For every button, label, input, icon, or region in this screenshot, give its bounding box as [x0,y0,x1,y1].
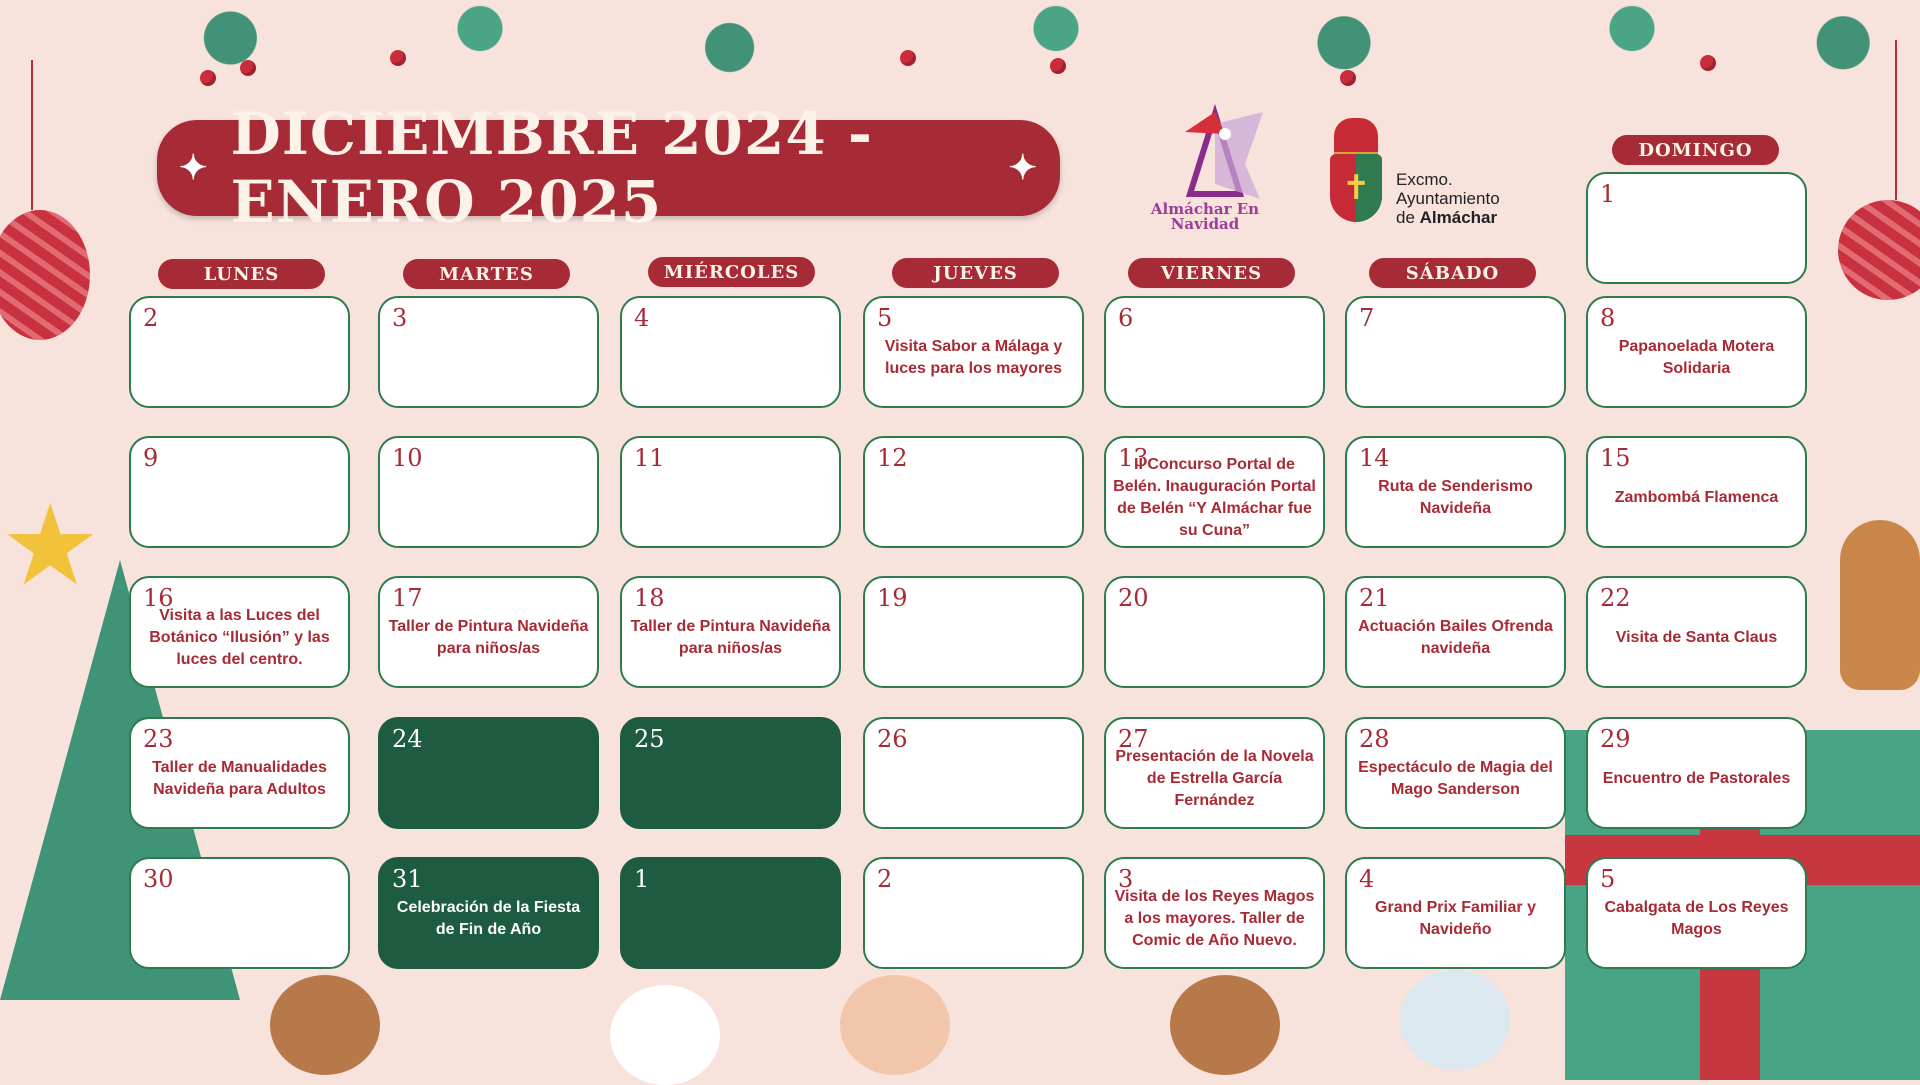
day-event-text: Grand Prix Familiar y Navideño [1375,899,1536,938]
calendar-day-cell[interactable] [1586,172,1807,284]
calendar-day-cell[interactable] [1586,296,1807,408]
calendar-day-cell[interactable] [1586,576,1807,688]
day-event-text [1353,314,1558,402]
bear-decoration [270,975,380,1075]
ayuntamiento-prefix: de [1396,208,1420,227]
day-event-text: Encuentro de Pastorales [1602,770,1791,787]
snowman-decoration [610,985,720,1085]
day-event-text: Ruta de Senderismo Navideña [1378,478,1533,517]
day-event-text: Taller de Manualidades Navideña para Adultos [152,759,327,798]
ayuntamiento-name: Almáchar [1419,208,1498,227]
day-event-text [386,735,591,823]
day-number: 27 [1118,725,1149,753]
calendar-day-cell[interactable] [620,436,841,548]
day-number: 12 [877,444,908,472]
calendar-day-cell[interactable] [620,576,841,688]
day-event-text: Taller de Pintura Navideña para niños/as [388,618,589,657]
calendar-day-cell[interactable] [378,857,599,969]
day-number: 3 [392,304,408,332]
calendar-day-cell[interactable] [1345,576,1566,688]
day-event-text: Celebración de la Fiesta de Fin de Año [396,899,581,938]
day-number: 19 [877,584,908,612]
day-event-text: Visita de Santa Claus [1615,629,1778,646]
calendar-day-cell[interactable] [1586,717,1807,829]
almachar-navidad-logo [1145,104,1265,236]
day-event-text [628,735,833,823]
calendar-day-cell[interactable] [1345,717,1566,829]
day-number: 25 [634,725,665,753]
day-event-text [871,454,1076,542]
day-number: 11 [634,444,665,472]
day-number: 17 [392,584,423,612]
day-number: 3 [1118,865,1134,893]
navidad-logo-graphic [1145,104,1265,204]
day-event-text: Cabalgata de Los Reyes Magos [1604,899,1789,938]
day-number: 1 [1600,180,1616,208]
calendar-day-cell[interactable] [129,857,350,969]
calendar-day-cell[interactable] [129,717,350,829]
ayuntamiento-text [1396,170,1560,227]
calendar-day-cell[interactable] [1104,296,1325,408]
calendar-day-cell[interactable] [129,296,350,408]
weekday-header-jueves: JUEVES [892,258,1059,288]
day-event-text [1112,314,1317,402]
calendar-day-cell[interactable] [620,296,841,408]
day-event-text: Actuación Bailes Ofrenda navideña [1358,618,1553,657]
navidad-logo-text: Almáchar En Navidad [1150,200,1260,233]
top-garland-decoration [0,0,1920,95]
day-event-text [628,875,833,963]
calendar-day-cell[interactable] [863,436,1084,548]
calendar-day-cell[interactable] [1586,436,1807,548]
day-number: 10 [392,444,423,472]
day-event-text [1112,594,1317,682]
day-event-text: Taller de Pintura Navideña para niños/as [630,618,831,657]
calendar-day-cell[interactable] [620,857,841,969]
berry-decoration [900,50,916,66]
day-event-text [628,314,833,402]
day-number: 6 [1118,304,1134,332]
calendar-day-cell[interactable] [863,296,1084,408]
day-number: 2 [877,865,893,893]
calendar-day-cell[interactable] [863,717,1084,829]
berry-decoration [1050,58,1066,74]
day-event-text: II Concurso Portal de Belén. Inauguración Portal de Belén “Y Almáchar fue su Cuna” [1113,456,1316,539]
berry-decoration [1340,70,1356,86]
left-ornament-decoration [0,210,90,340]
page-title-text: DICIEMBRE 2024 - ENERO 2025 [230,100,873,236]
day-number: 16 [143,584,174,612]
calendar-day-cell[interactable] [129,576,350,688]
calendar-day-cell[interactable] [378,576,599,688]
calendar-day-cell[interactable] [863,857,1084,969]
calendar-day-cell[interactable] [1104,436,1325,548]
santa-decoration [840,975,950,1075]
ayuntamiento-logo [1330,114,1560,226]
day-number: 4 [1359,865,1375,893]
day-event-text: Visita de los Reyes Magos a los mayores. Taller de Comic de Año Nuevo. [1114,888,1315,949]
day-event-text: Visita Sabor a Málaga y luces para los mayores [884,338,1063,377]
gingerbread-man-decoration [1840,520,1920,690]
calendar-day-cell[interactable] [378,717,599,829]
day-number: 21 [1359,584,1390,612]
weekday-header-miercoles: MIÉRCOLES [648,257,815,287]
calendar-day-cell[interactable] [863,576,1084,688]
ayuntamiento-line1: Excmo. Ayuntamiento [1396,170,1500,208]
day-number: 7 [1359,304,1375,332]
sparkle-icon: ✦ [179,148,209,188]
calendar-day-cell[interactable] [1345,857,1566,969]
day-number: 5 [1600,865,1616,893]
berry-decoration [240,60,256,76]
day-number: 2 [143,304,159,332]
calendar-day-cell[interactable] [1345,436,1566,548]
page-title [157,100,1060,236]
day-number: 28 [1359,725,1390,753]
calendar-day-cell[interactable] [378,436,599,548]
day-number: 5 [877,304,893,332]
day-event-text: Visita a las Luces del Botánico “Ilusión” y las luces del centro. [149,607,330,668]
day-number: 30 [143,865,174,893]
day-event-text [871,594,1076,682]
calendar-day-cell[interactable] [1345,296,1566,408]
day-event-text [137,454,342,542]
weekday-header-martes: MARTES [403,259,570,289]
day-number: 22 [1600,584,1631,612]
day-number: 9 [143,444,159,472]
day-event-text [628,454,833,542]
day-event-text [871,875,1076,963]
weekday-header-sabado: SÁBADO [1369,258,1536,288]
day-number: 4 [634,304,650,332]
day-number: 1 [634,865,650,893]
right-ornament-decoration [1838,200,1920,300]
day-number: 23 [143,725,174,753]
cross-icon: ✝ [1342,168,1371,208]
day-number: 24 [392,725,423,753]
day-number: 20 [1118,584,1149,612]
snow-globe-decoration [1400,970,1510,1070]
day-event-text [386,454,591,542]
calendar-day-cell[interactable] [1586,857,1807,969]
day-event-text: Espectáculo de Magia del Mago Sanderson [1358,759,1553,798]
day-number: 8 [1600,304,1616,332]
weekday-header-lunes: LUNES [158,259,325,289]
day-event-text [1594,190,1799,278]
day-event-text: Papanoelada Motera Solidaria [1618,338,1775,377]
star-decoration: ★ [0,481,101,611]
calendar-day-cell[interactable] [620,717,841,829]
crown-icon [1334,118,1378,158]
ornament-string [31,60,33,210]
calendar-day-cell[interactable] [1104,717,1325,829]
berry-decoration [1700,55,1716,71]
day-event-text: Zambombá Flamenca [1614,489,1779,506]
weekday-header-domingo: DOMINGO [1612,135,1779,165]
day-event-text [137,314,342,402]
calendar-day-cell[interactable] [378,296,599,408]
day-event-text: Presentación de la Novela de Estrella García Fernández [1115,748,1314,809]
berry-decoration [200,70,216,86]
reindeer-decoration [1170,975,1280,1075]
day-number: 31 [392,865,423,893]
sparkle-icon: ✦ [1008,148,1038,188]
calendar-day-cell[interactable] [129,436,350,548]
calendar-day-cell[interactable] [1104,857,1325,969]
day-number: 29 [1600,725,1631,753]
day-number: 14 [1359,444,1390,472]
weekday-header-viernes: VIERNES [1128,258,1295,288]
ayuntamiento-line2 [1396,208,1560,227]
day-event-text [386,314,591,402]
day-number: 26 [877,725,908,753]
day-number: 13 [1118,444,1149,472]
berry-decoration [390,50,406,66]
calendar-day-cell[interactable] [1104,576,1325,688]
day-number: 15 [1600,444,1631,472]
ornament-string [1895,40,1897,200]
day-event-text [871,735,1076,823]
day-event-text [137,875,342,963]
day-number: 18 [634,584,665,612]
